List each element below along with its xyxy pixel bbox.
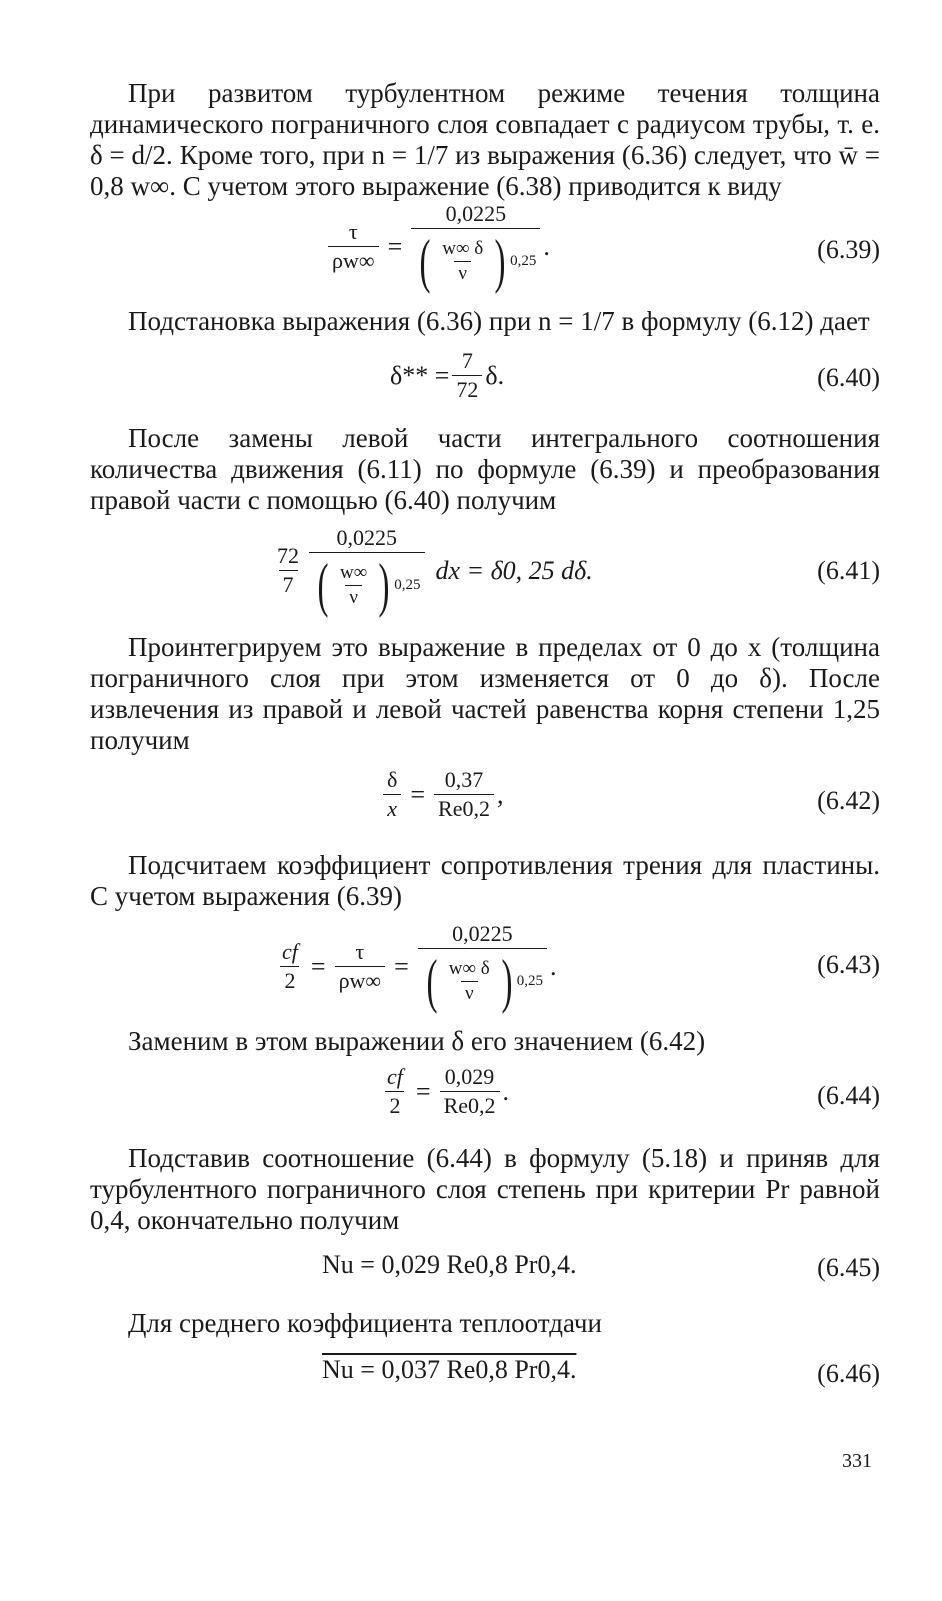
equation-text: Nu = 0,037 Re0,8 Pr0,4. — [322, 1355, 577, 1384]
fraction-denominator: 2 — [385, 1091, 404, 1118]
paragraph-6: Заменим в этом выражении δ его значением (6.42) — [128, 1026, 706, 1056]
equation-6-40 — [90, 337, 880, 419]
eq-inner-den: ν — [461, 981, 478, 1004]
fraction-denominator: 72 — [452, 375, 482, 402]
paragraph-1: При развитом турбулентном режиме течения толщина динамического пограничного слоя совпадает с радиусом трубы, т. е. δ = d/2. Кроме того, при n = 1/7 из выражения (6.36) следует, что w̄ = 0,8 w∞. С учетом этого выражение (6.38) приводится к виду — [90, 78, 880, 201]
paragraph-8: Для среднего коэффициента теплоотдачи — [128, 1308, 602, 1338]
equation-number: (6.42) — [817, 786, 880, 815]
equation-6-46 — [90, 1339, 880, 1409]
eq-rho-w: ρw∞ — [328, 246, 379, 273]
eq-lhs: δ** = — [390, 360, 450, 390]
fraction-numerator: 0,029 — [444, 1064, 495, 1089]
eq-exponent: 0,25 — [510, 253, 537, 269]
paragraph-5: Подсчитаем коэффициент сопротивления трения для пластины. С учетом выражения (6.39) — [90, 850, 880, 911]
equation-text: Nu = 0,029 Re0,8 Pr0,4. — [322, 1250, 577, 1279]
eq-constant: 0,0225 — [445, 201, 507, 226]
fraction-numerator: 72 — [277, 543, 299, 568]
paragraph-2: Подстановка выражения (6.36) при n = 1/7 в формулу (6.12) дает — [128, 306, 870, 336]
equation-6-44: $\frac{cf}{2}$ = $\frac{0,029}{Re0,2}$ . (6.44) — [90, 1057, 880, 1135]
eq-inner-den: ν — [454, 261, 471, 284]
equation-number: (6.44) — [817, 1081, 880, 1110]
fraction-denominator: 7 — [279, 570, 298, 597]
equation-number: (6.45) — [817, 1253, 880, 1282]
eq-tau: τ — [355, 939, 365, 964]
fraction-denominator: x — [383, 794, 401, 821]
eq-inner-num: w∞ δ — [448, 957, 490, 979]
equation-number: (6.43) — [817, 950, 880, 979]
eq-inner-den: ν — [345, 585, 362, 608]
fraction-denominator: Re0,2 — [440, 1091, 500, 1118]
equation-number: (6.41) — [817, 556, 880, 585]
page-number: 331 — [842, 1450, 872, 1472]
equation-number: (6.40) — [817, 363, 880, 392]
fraction-numerator: 0,37 — [444, 767, 484, 792]
eq-rhs: dx = δ0, 25 dδ. — [435, 555, 593, 585]
eq-constant: 0,0225 — [452, 921, 513, 946]
eq-exponent: 0,25 — [394, 577, 421, 593]
equation-number: (6.46) — [817, 1359, 880, 1388]
equation-6-43: $\frac{cf}{2}$ = $\frac{\tau}{\rho w\infty}$ = 0,0225 ( $\frac{w\infty \delta}{\nu}$ ) 0,25 . (6.43) — [90, 912, 880, 1018]
fraction-numerator: 7 — [461, 348, 473, 373]
eq-exponent: 0,25 — [516, 973, 543, 989]
fraction-denominator: Re0,2 — [434, 794, 494, 821]
eq-rho-w: ρw∞ — [335, 966, 386, 993]
eq-inner-num: w∞ δ — [442, 237, 484, 259]
eq-tau: τ — [348, 219, 358, 244]
fraction-denominator: 2 — [280, 966, 299, 993]
eq-rhs: δ. — [485, 360, 505, 390]
eq-constant: 0,0225 — [336, 525, 397, 550]
paragraph-4: Проинтегрируем это выражение в пределах от 0 до x (толщина пограничного слоя при этом изменяется от 0 до δ). После извлечения из правой и левой частей равенства корня степени 1,25 получим — [90, 632, 880, 755]
equation-6-42: $\frac{\delta}{x}$ = $\frac{0,37}{Re0,2}$ , (6.42) — [90, 756, 880, 846]
equation-6-41: $\frac{72}{7}$ 0,0225 ( $\frac{w\infty}{\nu}$ ) 0,25 dx = δ0, 25 dδ. (6.41) — [90, 516, 880, 626]
equation-6-45 — [90, 1236, 880, 1300]
paragraph-3: После замены левой части интегрального соотношения количества движения (6.11) по формуле (6.39) и преобразования правой части с помощью (6.40) получим — [90, 423, 880, 515]
fraction-numerator: cf — [282, 939, 298, 964]
equation-number: (6.39) — [817, 235, 880, 264]
equation-6-39: $\frac{\tau}{\rho w\infty}$ = 0,0225 ( $\frac{w\infty \delta}{\nu}$ ) 0,25 . (6.39) — [90, 202, 880, 298]
paragraph-7: Подставив соотношение (6.44) в формулу (5.18) и приняв для турбулентного пограничного слоя степень при критерии Pr равной 0,4, окончательно получим — [90, 1143, 880, 1235]
eq-inner-num: w∞ — [339, 561, 368, 583]
fraction-numerator: cf — [387, 1064, 403, 1089]
fraction-numerator: δ — [387, 767, 398, 792]
page-body — [90, 78, 880, 1409]
